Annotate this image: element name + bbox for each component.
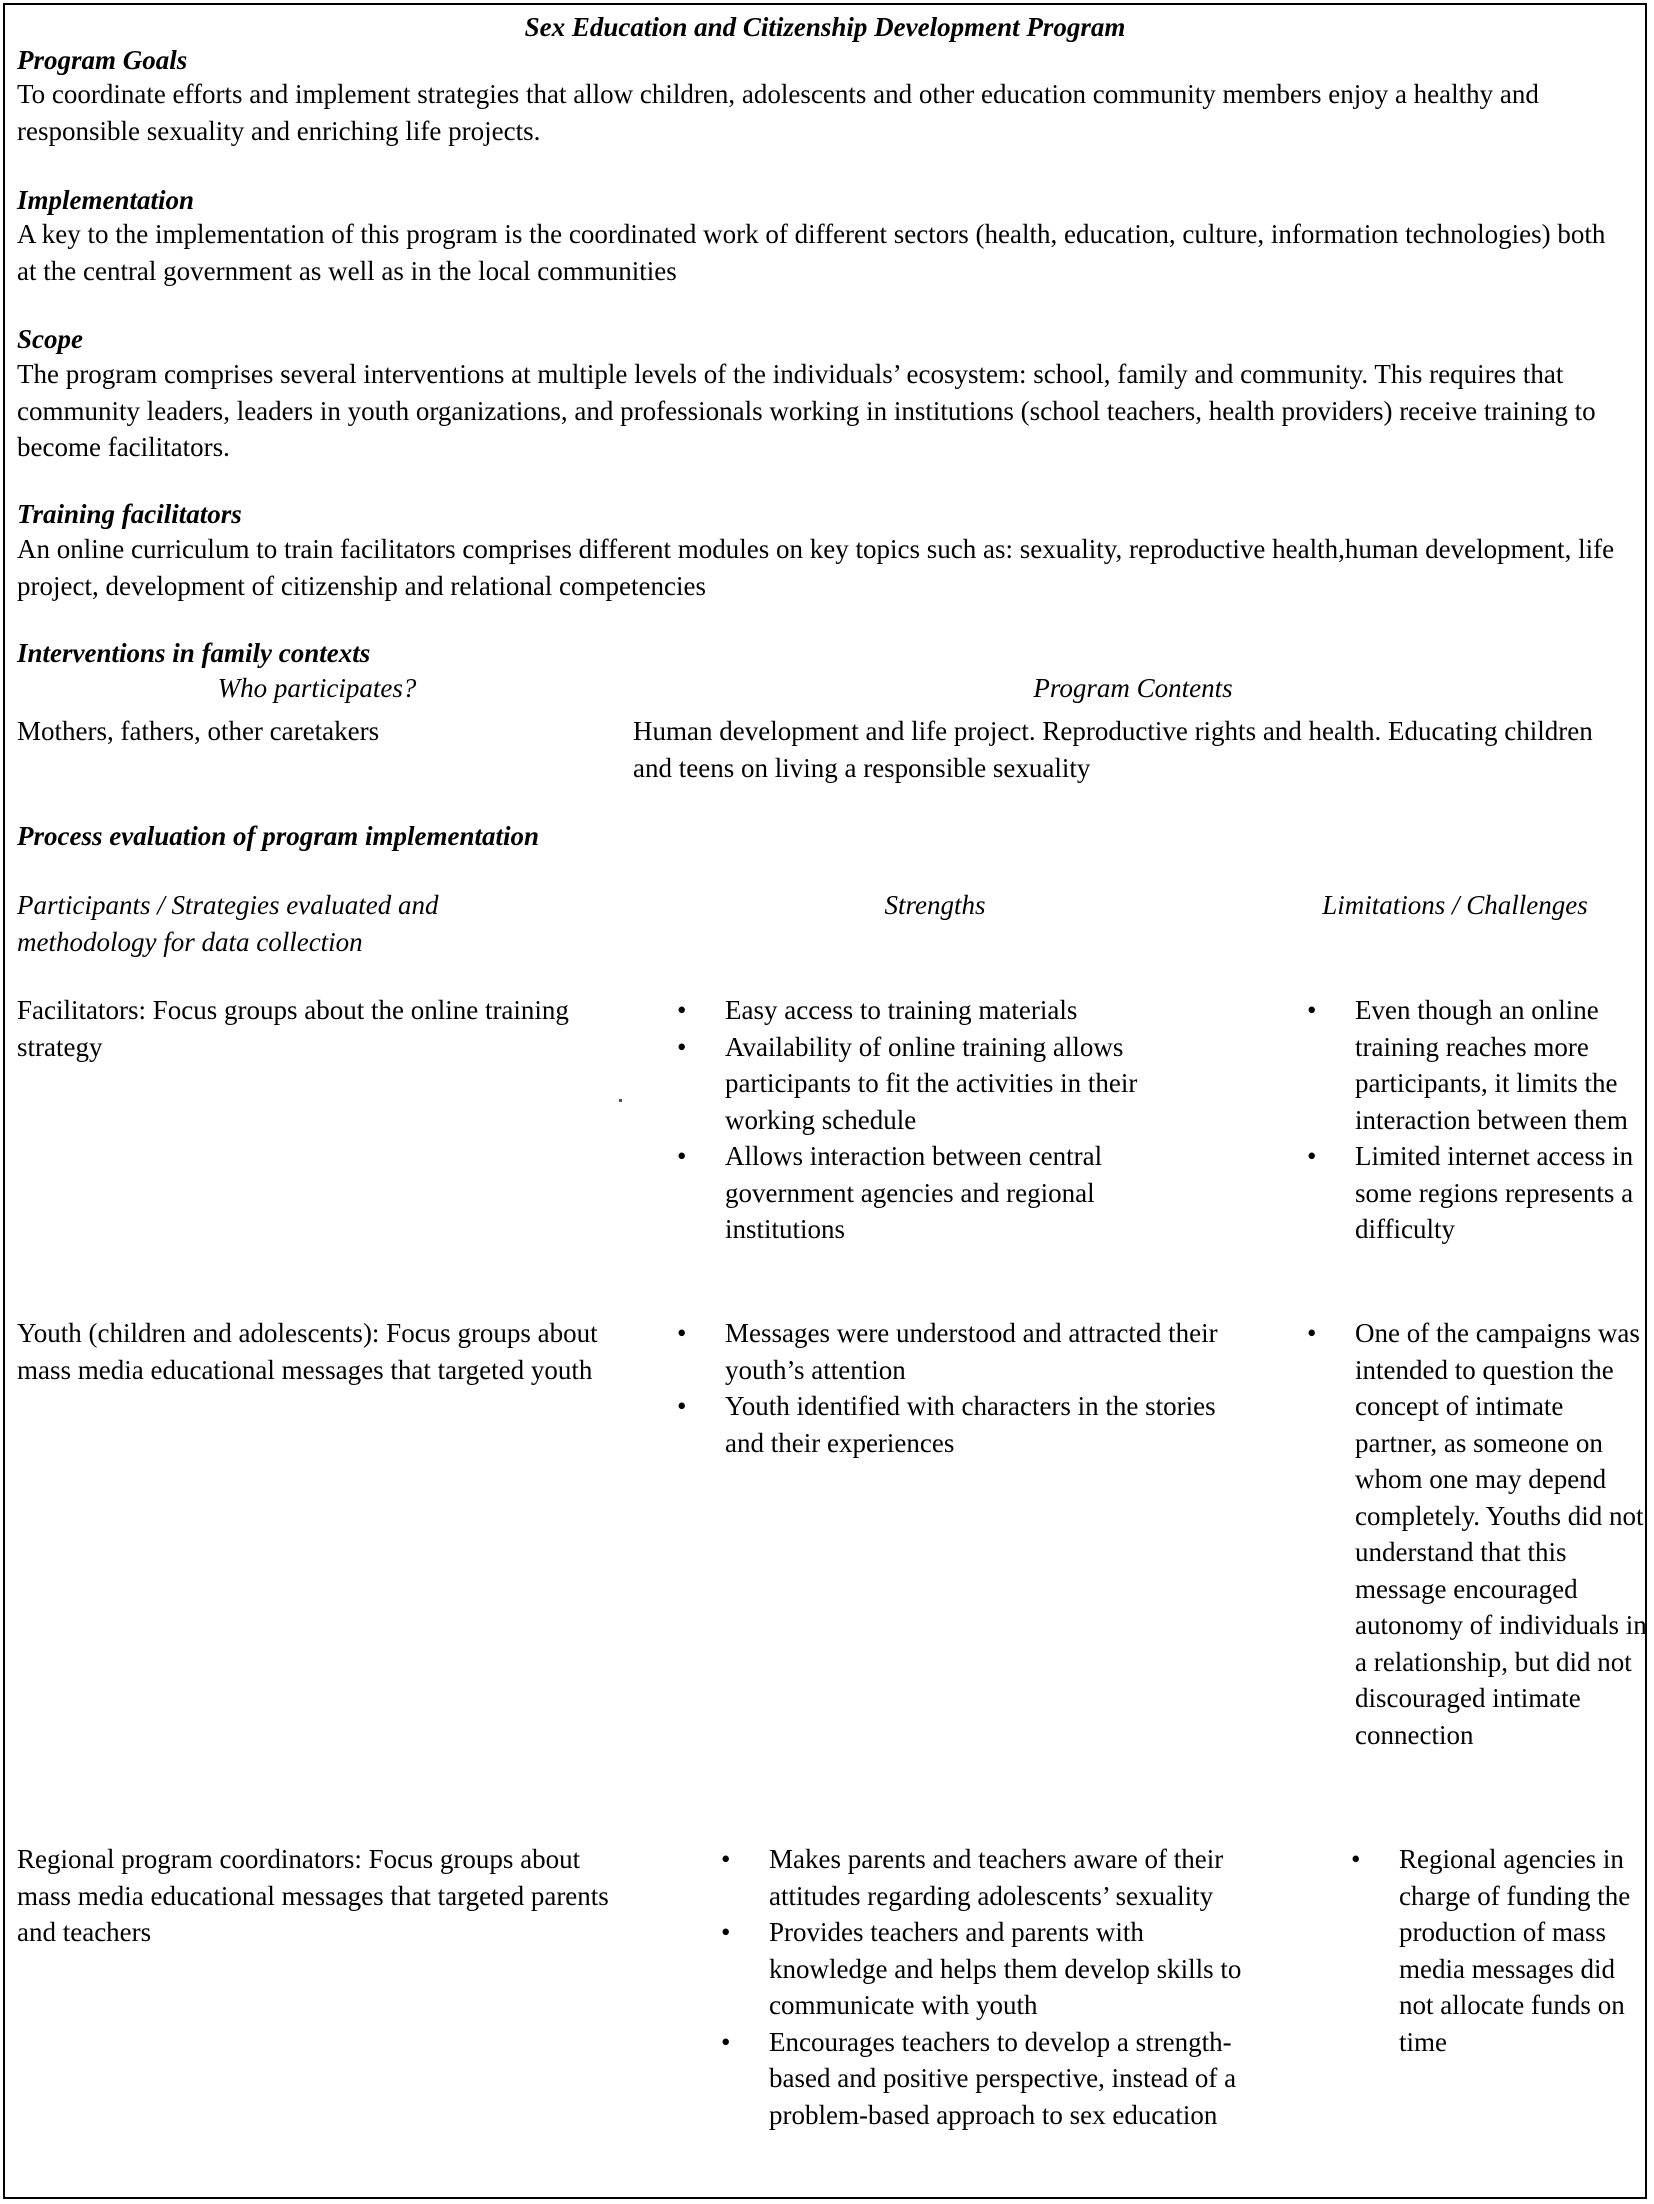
column-header-who: Who participates? [217, 673, 417, 703]
process-heading: Process evaluation of program implementation [17, 821, 540, 851]
list-item: • Provides teachers and parents with knowledge and helps them develop skills to communicate with youth [721, 1914, 1251, 2024]
column-header-contents: Program Contents [1033, 673, 1233, 703]
strengths-list [677, 992, 1217, 1248]
family-contents-cell: Human development and life project. Reproductive rights and health. Educating children and teens on living a responsible sexuality [633, 716, 1593, 783]
strengths-list [677, 1315, 1237, 1461]
list-item: • Even though an online training reaches more participants, it limits the interaction between them [1307, 992, 1652, 1138]
limitations-list [1307, 1315, 1652, 1753]
list-item: • Youth identified with characters in the stories and their experiences [677, 1388, 1237, 1461]
list-item: • Makes parents and teachers aware of their attitudes regarding adolescents’ sexuality [721, 1841, 1251, 1914]
limitations-list [1307, 992, 1652, 1248]
list-item: • Regional agencies in charge of funding the production of mass media messages did not allocate funds on time [1351, 1841, 1651, 2060]
limitations-list [1351, 1841, 1651, 2060]
row-participants: Facilitators: Focus groups about the online training strategy [17, 995, 569, 1062]
list-item: • One of the campaigns was intended to question the concept of intimate partner, as someone on whom one may depend completely. Youths did not understand that this message encouraged autonomy of individuals in a relationship, but did not discouraged intimate connection [1307, 1315, 1652, 1753]
scope-text: The program comprises several interventions at multiple levels of the individuals’ ecosystem: school, family and community. This requires that community leaders, leaders in youth organizations, and professionals working in institutions (school teachers, health providers) receive training to become facilitators. [17, 359, 1596, 462]
list-item: • Encourages teachers to develop a strength-based and positive perspective, instead of a problem-based approach to sex education [721, 2024, 1251, 2134]
implementation-text: A key to the implementation of this program is the coordinated work of different sectors (health, education, culture, information technologies) both at the central government as well as in the local communities [17, 219, 1606, 286]
scope-heading: Scope [17, 324, 83, 354]
document-frame [3, 3, 1647, 2199]
column-header-participants: Participants / Strategies evaluated and methodology for data collection [17, 890, 439, 957]
goals-heading: Program Goals [17, 45, 188, 75]
row-participants: Youth (children and adolescents): Focus groups about mass media educational messages that targeted youth [17, 1318, 598, 1385]
list-item: • Allows interaction between central government agencies and regional institutions [677, 1138, 1217, 1248]
row-participants: Regional program coordinators: Focus groups about mass media educational messages that targeted parents and teachers [17, 1844, 609, 1947]
page-title: Sex Education and Citizenship Development Program [524, 12, 1126, 42]
training-text: An online curriculum to train facilitators comprises different modules on key topics such as: sexuality, reproductive health,human development, life project, development of citizenship and relational competencies [17, 534, 1615, 601]
goals-text: To coordinate efforts and implement strategies that allow children, adolescents and other education community members enjoy a healthy and responsible sexuality and enriching life projects. [17, 79, 1539, 146]
column-header-strengths: Strengths [884, 890, 986, 920]
family-heading: Interventions in family contexts [17, 638, 371, 668]
strengths-list [721, 1841, 1251, 2133]
list-item: • Limited internet access in some regions represents a difficulty [1307, 1138, 1652, 1248]
stray-mark [619, 1099, 622, 1102]
list-item: • Easy access to training materials [677, 992, 1217, 1029]
list-item: • Messages were understood and attracted their youth’s attention [677, 1315, 1237, 1388]
family-who-cell: Mothers, fathers, other caretakers [17, 716, 380, 746]
list-item: • Availability of online training allows participants to fit the activities in their working schedule [677, 1029, 1217, 1139]
implementation-heading: Implementation [17, 185, 195, 215]
column-header-limitations: Limitations / Challenges [1322, 890, 1588, 920]
training-heading: Training facilitators [17, 499, 242, 529]
